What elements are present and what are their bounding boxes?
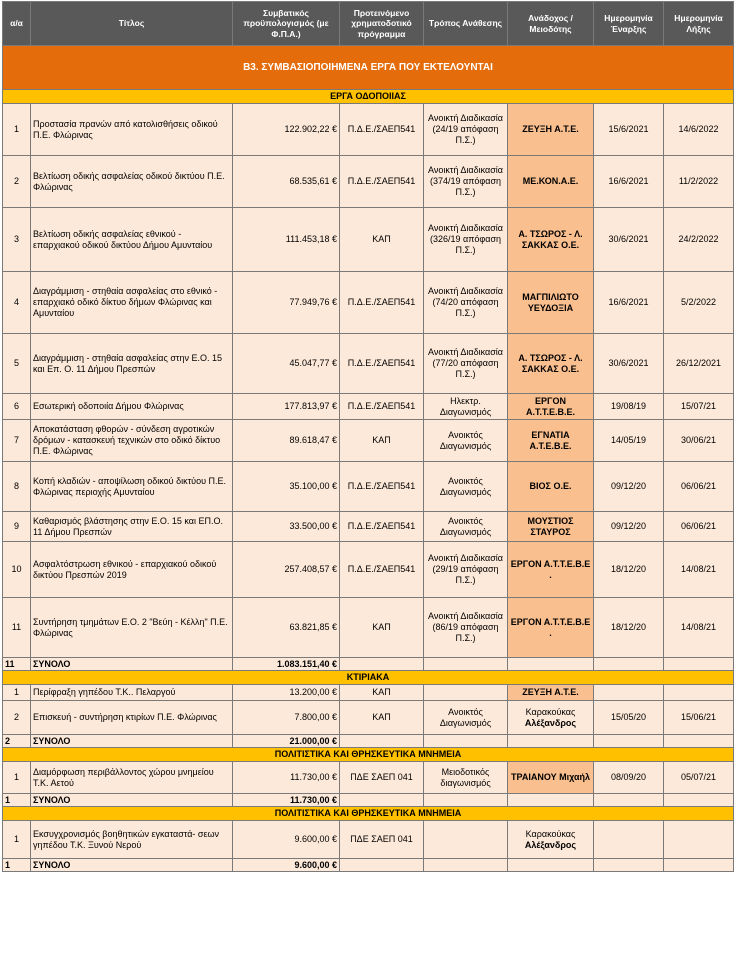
row-program: ΚΑΠ [340,598,424,658]
row-program: Π.Δ.Ε./ΣΑΕΠ541 [340,104,424,156]
row-end-date: 05/07/21 [664,762,734,794]
row-contractor [508,821,594,859]
row-number: 3 [3,208,31,272]
table-row [3,542,734,598]
total-label: ΣΥΝΟΛΟ [31,794,233,807]
row-end-date [664,685,734,701]
row-number: 1 [3,685,31,701]
total-empty-cell [340,859,424,872]
table-row [3,762,734,794]
row-program: ΚΑΠ [340,208,424,272]
row-end-date: 06/06/21 [664,462,734,512]
row-number: 4 [3,272,31,334]
header-contractor: Ανάδοχος / Μειοδότης [508,2,594,46]
total-empty-cell [424,794,508,807]
row-start-date: 16/6/2021 [594,272,664,334]
row-program: ΚΑΠ [340,685,424,701]
total-amount: 9.600,00 € [233,859,340,872]
row-number: 1 [3,821,31,859]
row-number: 10 [3,542,31,598]
row-end-date: 14/08/21 [664,542,734,598]
total-row [3,859,734,872]
row-method [424,821,508,859]
row-method: Ανοικτός Διαγωνισμός [424,420,508,462]
row-method: Ανοικτός Διαγωνισμός [424,462,508,512]
row-amount: 13.200,00 € [233,685,340,701]
row-method: Ανοικτή Διαδικασία (74/20 απόφαση Π.Σ.) [424,272,508,334]
row-amount: 111.453,18 € [233,208,340,272]
row-start-date: 09/12/20 [594,512,664,542]
category-row [3,90,734,104]
row-contractor: ΕΡΓΟΝ Α.Τ.Τ.Ε.Β.Ε . [508,598,594,658]
category-title: ΠΟΛΙΤΙΣΤΙΚΑ ΚΑΙ ΘΡΗΣΚΕΥΤΙΚΑ ΜΝΗΜΕΙΑ [3,748,734,762]
table-row [3,394,734,420]
row-contractor: ΒΙΟΣ Ο.Ε. [508,462,594,512]
row-method: Ανοικτή Διαδικασία (24/19 απόφαση Π.Σ.) [424,104,508,156]
total-empty-cell [594,859,664,872]
total-count: 11 [3,658,31,671]
row-end-date: 15/06/21 [664,701,734,735]
total-empty-cell [594,735,664,748]
row-contractor: ΜΟΥΣΤΙΟΣ ΣΤΑΥΡΟΣ [508,512,594,542]
row-contractor: ΜΕ.ΚΟΝ.Α.Ε. [508,156,594,208]
row-amount: 77.949,76 € [233,272,340,334]
total-empty-cell [664,794,734,807]
row-start-date: 19/08/19 [594,394,664,420]
header-title: Τίτλος [31,2,233,46]
table-row [3,701,734,735]
row-end-date: 5/2/2022 [664,272,734,334]
row-end-date: 11/2/2022 [664,156,734,208]
row-program: ΠΔΕ ΣΑΕΠ 041 [340,821,424,859]
row-number: 9 [3,512,31,542]
row-title: Εσωτερική οδοποιία Δήμου Φλώρινας [31,394,233,420]
row-title: Διαμόρφωση περιβάλλοντος χώρου μνημείου Τ.Κ. Αετού [31,762,233,794]
row-title: Περίφραξη γηπέδου Τ.Κ.. Πελαργού [31,685,233,701]
total-label: ΣΥΝΟΛΟ [31,658,233,671]
row-end-date: 14/6/2022 [664,104,734,156]
row-start-date: 30/6/2021 [594,208,664,272]
category-title: ΚΤΙΡΙΑΚΑ [3,671,734,685]
row-title: Επισκευή - συντήρηση κτιρίων Π.Ε. Φλώρινας [31,701,233,735]
table-row [3,334,734,394]
total-label: ΣΥΝΟΛΟ [31,735,233,748]
row-method: Ανοικτή Διαδικασία (86/19 απόφαση Π.Σ.) [424,598,508,658]
row-contractor: ΖΕΥΞΗ Α.Τ.Ε. [508,104,594,156]
banner-title: Β3. ΣΥΜΒΑΣΙΟΠΟΙΗΜΕΝΑ ΕΡΓΑ ΠΟΥ ΕΚΤΕΛΟΥΝΤΑΙ [3,46,734,90]
row-program: ΚΑΠ [340,420,424,462]
contractor-last: Αλέξανδρος [524,839,577,850]
row-number: 2 [3,156,31,208]
row-method: Μειοδοτικός διαγωνισμός [424,762,508,794]
row-amount: 45.047,77 € [233,334,340,394]
row-end-date [664,821,734,859]
category-row [3,671,734,685]
row-program: ΠΔΕ ΣΑΕΠ 041 [340,762,424,794]
row-program: Π.Δ.Ε./ΣΑΕΠ541 [340,394,424,420]
row-end-date: 15/07/21 [664,394,734,420]
row-program: Π.Δ.Ε./ΣΑΕΠ541 [340,512,424,542]
total-empty-cell [664,735,734,748]
header-budget: Συμβατικός προϋπολογισμός (με Φ.Π.Α.) [233,2,340,46]
row-contractor [508,701,594,735]
table-row [3,685,734,701]
contractor-first: Καρακούκας [525,706,576,717]
total-count: 2 [3,735,31,748]
category-title: ΕΡΓΑ ΟΔΟΠΟΙΙΑΣ [3,90,734,104]
row-title: Ασφαλτόστρωση εθνικού - επαρχιακού οδικού δικτύου Πρεσπών 2019 [31,542,233,598]
table-row [3,420,734,462]
total-row [3,735,734,748]
banner-row [3,46,734,90]
row-method: Ανοικτός Διαγωνισμός [424,701,508,735]
total-empty-cell [340,658,424,671]
row-method: Ανοικτή Διαδικασία (29/19 απόφαση Π.Σ.) [424,542,508,598]
row-program: Π.Δ.Ε./ΣΑΕΠ541 [340,334,424,394]
row-title: Διαγράμμιση - στηθαία ασφαλείας στην Ε.Ο. 15 και Επ. Ο. 11 Δήμου Πρεσπών [31,334,233,394]
table-row [3,104,734,156]
row-start-date: 09/12/20 [594,462,664,512]
row-title: Βελτίωση οδικής ασφαλείας εθνικού - επαρχιακού οδικού δικτύου Δήμου Αμυνταίου [31,208,233,272]
header-aa: α/α [3,2,31,46]
row-amount: 7.800,00 € [233,701,340,735]
row-end-date: 30/06/21 [664,420,734,462]
row-number: 7 [3,420,31,462]
table-row [3,156,734,208]
row-start-date: 30/6/2021 [594,334,664,394]
row-number: 8 [3,462,31,512]
row-method: Ανοικτός Διαγωνισμός [424,512,508,542]
total-empty-cell [508,859,594,872]
row-start-date: 15/05/20 [594,701,664,735]
total-label: ΣΥΝΟΛΟ [31,859,233,872]
total-empty-cell [424,658,508,671]
total-empty-cell [424,735,508,748]
header-program: Προτεινόμενο χρηματοδοτικό πρόγραμμα [340,2,424,46]
projects-table [2,1,734,872]
table-row [3,462,734,512]
table-header [3,2,734,46]
header-method: Τρόπος Ανάθεσης [424,2,508,46]
row-contractor: ΤΡΑΙΑΝΟΥ Μιχαήλ [508,762,594,794]
total-amount: 1.083.151,40 € [233,658,340,671]
row-start-date [594,821,664,859]
header-start: Ημερομηνία Έναρξης [594,2,664,46]
table-row [3,821,734,859]
contractor-last: Αλέξανδρος [524,717,577,728]
category-title: ΠΟΛΙΤΙΣΤΙΚΑ ΚΑΙ ΘΡΗΣΚΕΥΤΙΚΑ ΜΝΗΜΕΙΑ [3,807,734,821]
row-number: 5 [3,334,31,394]
table-row [3,598,734,658]
contractor-first: Καρακούκας [525,828,576,839]
row-end-date: 26/12/2021 [664,334,734,394]
category-row [3,807,734,821]
row-contractor: ΕΡΓΟΝ Α.Τ.Τ.Ε.Β.Ε . [508,542,594,598]
row-program: Π.Δ.Ε./ΣΑΕΠ541 [340,272,424,334]
row-start-date: 14/05/19 [594,420,664,462]
total-empty-cell [424,859,508,872]
row-amount: 177.813,97 € [233,394,340,420]
row-program: Π.Δ.Ε./ΣΑΕΠ541 [340,462,424,512]
row-amount: 257.408,57 € [233,542,340,598]
category-row [3,748,734,762]
row-number: 2 [3,701,31,735]
row-start-date: 18/12/20 [594,542,664,598]
total-empty-cell [508,735,594,748]
row-contractor: Α. ΤΣΩΡΟΣ - Λ. ΣΑΚΚΑΣ Ο.Ε. [508,334,594,394]
row-amount: 63.821,85 € [233,598,340,658]
row-start-date: 15/6/2021 [594,104,664,156]
total-empty-cell [508,658,594,671]
row-method [424,685,508,701]
row-contractor: ΜΑΓΠΙΛΙΩΤΟ ΥΕΥΔΟΞΙΑ [508,272,594,334]
row-start-date: 16/6/2021 [594,156,664,208]
row-number: 1 [3,762,31,794]
row-title: Διαγράμμιση - στηθαία ασφαλείας στο εθνικό - επαρχιακό οδικό δίκτυο δήμων Φλώρινας και Αμυνταίου [31,272,233,334]
header-end: Ημερομηνία Λήξης [664,2,734,46]
row-number: 1 [3,104,31,156]
row-contractor: ΕΡΓΟΝ Α.Τ.Τ.Ε.Β.Ε. [508,394,594,420]
row-amount: 35.100,00 € [233,462,340,512]
row-amount: 11.730,00 € [233,762,340,794]
row-contractor: Α. ΤΣΩΡΟΣ - Λ. ΣΑΚΚΑΣ Ο.Ε. [508,208,594,272]
row-title: Συντήρηση τμημάτων Ε.Ο. 2 "Βεύη - Κέλλη" Π.Ε. Φλώρινας [31,598,233,658]
row-amount: 122.902,22 € [233,104,340,156]
total-amount: 11.730,00 € [233,794,340,807]
row-method: Ανοικτή Διαδικασία (77/20 απόφαση Π.Σ.) [424,334,508,394]
row-number: 6 [3,394,31,420]
row-amount: 33.500,00 € [233,512,340,542]
row-title: Καθαρισμός βλάστησης στην Ε.Ο. 15 και ΕΠ.Ο. 11 Δήμου Πρεσπών [31,512,233,542]
row-title: Αποκατάσταση φθορών - σύνδεση αγροτικών δρόμων - κατασκευή τεχνικών στο οδικό δίκτυο Π.Ε. Φλώρινας [31,420,233,462]
total-empty-cell [340,794,424,807]
total-count: 1 [3,859,31,872]
row-title: Κοπή κλαδιών - αποψίλωση οδικού δικτύου Π.Ε. Φλώρινας περιοχής Αμυνταίου [31,462,233,512]
row-number: 11 [3,598,31,658]
row-start-date: 08/09/20 [594,762,664,794]
total-empty-cell [594,794,664,807]
row-program: Π.Δ.Ε./ΣΑΕΠ541 [340,542,424,598]
row-method: Ανοικτή Διαδικασία (326/19 απόφαση Π.Σ.) [424,208,508,272]
total-empty-cell [664,859,734,872]
total-row [3,794,734,807]
table-row [3,208,734,272]
row-method: Ανοικτή Διαδικασία (374/19 απόφαση Π.Σ.) [424,156,508,208]
row-start-date: 18/12/20 [594,598,664,658]
total-empty-cell [508,794,594,807]
total-empty-cell [340,735,424,748]
total-count: 1 [3,794,31,807]
row-title: Εκσυγχρονισμός βοηθητικών εγκαταστά- σεων γηπέδου Τ.Κ. Ξυνού Νερού [31,821,233,859]
row-amount: 68.535,61 € [233,156,340,208]
row-start-date [594,685,664,701]
total-amount: 21.000,00 € [233,735,340,748]
row-end-date: 14/08/21 [664,598,734,658]
table-row [3,272,734,334]
total-empty-cell [664,658,734,671]
row-amount: 9.600,00 € [233,821,340,859]
row-end-date: 06/06/21 [664,512,734,542]
row-end-date: 24/2/2022 [664,208,734,272]
row-title: Προστασία πρανών από κατολισθήσεις οδικού Π.Ε. Φλώρινας [31,104,233,156]
row-contractor: ΕΓΝΑΤΙΑ Α.Τ.Ε.Β.Ε. [508,420,594,462]
total-empty-cell [594,658,664,671]
total-row [3,658,734,671]
row-title: Βελτίωση οδικής ασφαλείας οδικού δικτύου Π.Ε. Φλώρινας [31,156,233,208]
table-row [3,512,734,542]
row-amount: 89.618,47 € [233,420,340,462]
row-contractor: ΖΕΥΞΗ Α.Τ.Ε. [508,685,594,701]
row-method: Ηλεκτρ. Διαγωνισμός [424,394,508,420]
row-program: Π.Δ.Ε./ΣΑΕΠ541 [340,156,424,208]
row-program: ΚΑΠ [340,701,424,735]
